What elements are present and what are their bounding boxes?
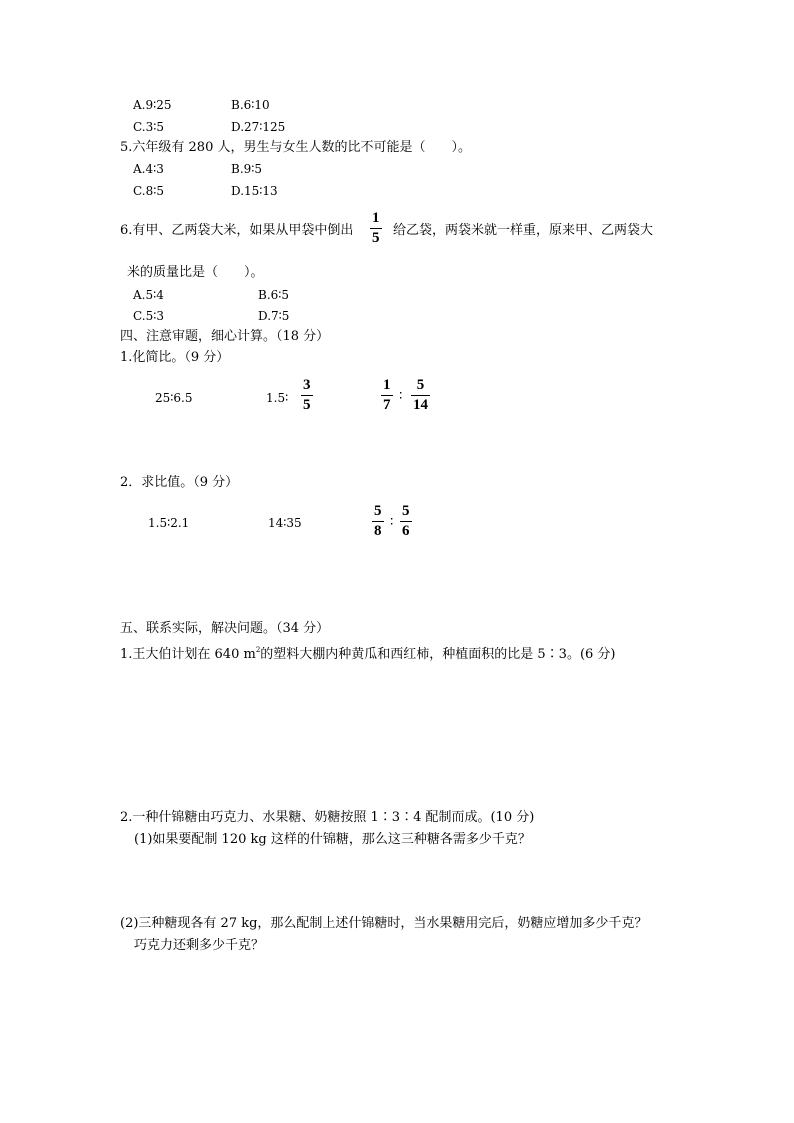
- s1-expr3-colon: ∶: [399, 389, 403, 404]
- fraction-bar: [370, 228, 382, 229]
- fraction-bar: [372, 521, 384, 522]
- section5-heading: 五、联系实际，解决问题。（34 分）: [120, 621, 330, 636]
- q6-option-c: C.5∶3: [133, 309, 164, 323]
- s1-expr2-left: 1.5∶: [266, 391, 289, 405]
- q4-option-a: A.9∶25: [133, 98, 172, 112]
- q6-option-a: A.5∶4: [133, 288, 164, 302]
- section4-heading: 四、注意审题，细心计算。（18 分）: [120, 329, 330, 344]
- q5-option-a: A.4∶3: [133, 162, 164, 176]
- q4-option-c: C.3∶5: [133, 120, 164, 134]
- q5-option-b: B.9∶5: [231, 162, 263, 176]
- q4-option-d: D.27∶125: [231, 120, 286, 134]
- problem2: 2.一种什锦糖由巧克力、水果糖、奶糖按照 1∶3∶4 配制而成。(10 分): [120, 810, 535, 825]
- q6-fraction-denominator: 5: [372, 230, 380, 246]
- s1-expr2-denominator: 5: [303, 397, 311, 413]
- q6-fraction: [370, 210, 382, 247]
- fraction-bar: [381, 395, 393, 396]
- s2-expr2: 14∶35: [268, 516, 302, 530]
- s2-expr3-fraction2: [400, 503, 412, 540]
- s2-expr1: 1.5∶2.1: [148, 516, 190, 530]
- s1-expr3-fraction1: [381, 377, 393, 414]
- s1-expr1: 25∶6.5: [155, 391, 193, 405]
- s2-expr3-fraction1: [372, 503, 384, 540]
- q6-option-d: D.7∶5: [258, 309, 290, 323]
- s1-expr2-fraction: [301, 377, 313, 414]
- q6-question-line2: 米的质量比是（ ）。: [127, 265, 264, 280]
- s1-expr3-fraction2: [411, 377, 430, 414]
- problem2-part1: (1)如果要配制 120 kg 这样的什锦糖，那么这三种糖各需多少千克？: [134, 832, 531, 847]
- s2-expr3-numerator2: 5: [402, 503, 410, 519]
- s1-expr3-denominator1: 7: [383, 397, 391, 413]
- problem1: [120, 642, 616, 663]
- s1-expr3-numerator2: 5: [416, 377, 425, 393]
- section4-sub2: 2．求比值。（9 分）: [120, 475, 239, 490]
- section4-sub1: 1.化简比。（9 分）: [120, 350, 230, 365]
- q6-question-part1: 6.有甲、乙两袋大米，如果从甲袋中倒出: [120, 223, 354, 238]
- s2-expr3-colon: ∶: [390, 515, 394, 530]
- q5-question: 5.六年级有 280 人，男生与女生人数的比不可能是（ ）。: [120, 140, 471, 155]
- fraction-bar: [411, 395, 430, 396]
- q5-option-c: C.8∶5: [133, 184, 164, 198]
- q6-fraction-numerator: 1: [372, 210, 380, 226]
- q4-option-b: B.6∶10: [231, 98, 270, 112]
- s1-expr3-numerator1: 1: [383, 377, 391, 393]
- fraction-bar: [301, 395, 313, 396]
- q6-question-part2: 给乙袋，两袋米就一样重，原来甲、乙两袋大: [393, 223, 654, 238]
- problem1-superscript: 2: [255, 646, 261, 654]
- q5-option-d: D.15∶13: [231, 184, 278, 198]
- problem2-part2-line2: 巧克力还剩多少千克？: [134, 938, 265, 953]
- s1-expr2-numerator: 3: [303, 377, 311, 393]
- s2-expr3-denominator1: 8: [374, 523, 382, 539]
- problem1-text-after: 的塑料大棚内种黄瓜和西红柿，种植面积的比是 5∶3。(6 分): [260, 647, 616, 662]
- s2-expr3-numerator1: 5: [374, 503, 382, 519]
- q6-option-b: B.6∶5: [258, 288, 290, 302]
- s1-expr3-denominator2: 14: [413, 397, 428, 413]
- problem1-text-before: 1.王大伯计划在 640 m: [120, 647, 256, 662]
- problem2-part2-line1: (2)三种糖现各有 27 kg，那么配制上述什锦糖时，当水果糖用完后，奶糖应增加多少千克？: [120, 916, 648, 931]
- fraction-bar: [400, 521, 412, 522]
- s2-expr3-denominator2: 6: [402, 523, 410, 539]
